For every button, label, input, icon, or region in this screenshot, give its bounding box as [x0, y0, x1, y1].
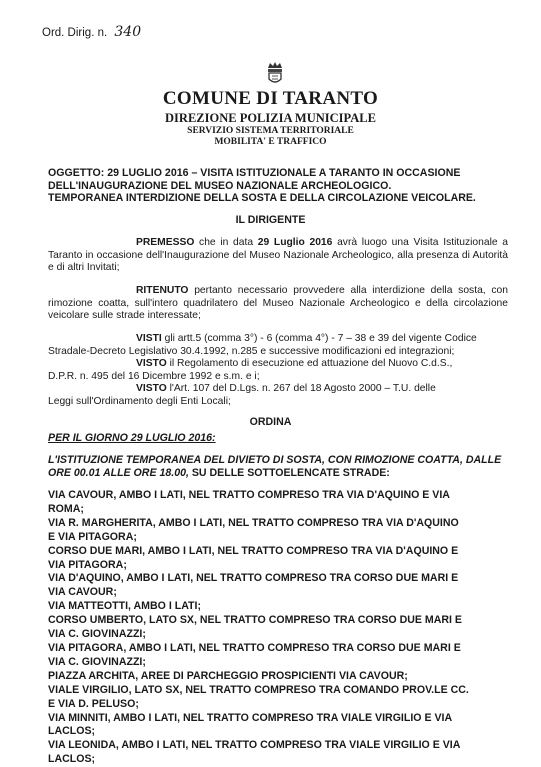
il-dirigente-heading: IL DIRIGENTE	[235, 214, 306, 226]
visti-keyword: VISTI	[136, 333, 162, 344]
ordinance-label: Ord. Dirig. n.	[42, 27, 108, 39]
street-line: VIA C. GIOVINAZZI;	[48, 655, 146, 668]
street-line: CORSO DUE MARI, AMBO I LATI, NEL TRATTO COMPRESO TRA VIA D'AQUINO E	[48, 544, 459, 557]
ritenuto-text: pertanto necessario provvedere alla interdizione della sosta, con rimozione coatta, sull'intero quadrilatero del Museo Nazionale Archeologico e della circolazione veicolare sulle strade interessate;	[48, 285, 508, 322]
city-title: COMUNE DI TARANTO	[162, 88, 379, 109]
street-line: VIA C. GIOVINAZZI;	[48, 628, 146, 641]
visto-keyword: VISTO	[136, 383, 167, 395]
visti-block	[48, 333, 518, 409]
subject-line: DELL'INAUGURAZIONE DEL MUSEO NAZIONALE ARCHEOLOGICO.	[48, 179, 392, 192]
visto-keyword: VISTO	[136, 358, 167, 370]
street-line: VIALE VIRGILIO, LATO SX, NEL TRATTO COMPRESO TRA COMANDO PROV.LE CC.	[48, 683, 469, 696]
visti-line: Leggi sull'Ordinamento degli Enti Locali;	[48, 395, 231, 407]
premesso-date: 29 Luglio 2016	[257, 237, 333, 248]
street-line: VIA PITAGORA;	[48, 558, 127, 571]
city-crest-icon	[264, 60, 286, 86]
ordina-heading: ORDINA	[249, 416, 292, 428]
street-line: E VIA PITAGORA;	[48, 530, 137, 543]
ordinance-number-line	[42, 24, 141, 40]
premesso-text: che in data	[194, 237, 258, 248]
date-heading: PER IL GIORNO 29 LUGLIO 2016:	[48, 432, 216, 444]
visti-line: D.P.R. n. 495 del 16 Dicembre 1992 e s.m. e i;	[48, 370, 260, 382]
street-line: E VIA D. PELUSO;	[48, 697, 139, 710]
ordinance-number: 340	[114, 24, 142, 40]
street-line: VIA D'AQUINO, AMBO I LATI, NEL TRATTO COMPRESO TRA CORSO DUE MARI E	[48, 572, 459, 585]
ritenuto-paragraph	[48, 285, 508, 323]
street-line: VIA LEONIDA, AMBO I LATI, NEL TRATTO COMPRESO TRA VIALE VIRGILIO E VIA	[48, 739, 461, 752]
visti-line: Stradale-Decreto Legislativo 30.4.1992, n.285 e successive modificazioni ed integrazioni;	[48, 345, 455, 357]
street-line: VIA PITAGORA, AMBO I LATI, NEL TRATTO COMPRESO TRA CORSO DUE MARI E	[48, 641, 461, 654]
subject-line: OGGETTO: 29 LUGLIO 2016 – VISITA ISTITUZIONALE A TARANTO IN OCCASIONE	[48, 167, 461, 179]
unit-title: MOBILITA' E TRAFFICO	[214, 137, 327, 147]
subject-block	[48, 167, 508, 205]
visti-line: gli artt.5 (comma 3°) - 6 (comma 4°) - 7 – 38 e 39 del vigente Codice	[161, 333, 477, 344]
visti-line: l'Art. 107 del D.Lgs. n. 267 del 18 Agosto 2000 – T.U. delle	[166, 383, 436, 395]
premesso-keyword: PREMESSO	[136, 237, 195, 248]
street-line: VIA CAVOUR;	[48, 586, 117, 599]
direction-title: DIREZIONE POLIZIA MUNICIPALE	[165, 111, 376, 125]
visti-line: il Regolamento di esecuzione ed attuazione del Nuovo C.d.S.,	[166, 358, 453, 370]
street-line: LACLOS;	[48, 725, 96, 738]
premesso-text-2: avrà luogo una Visita Istituzionale a Taranto in occasione dell'Inaugurazione del Museo Nazionale Archeologico, alla presenza di Autorità e di altri Invitati;	[48, 237, 508, 274]
street-line: VIA R. MARGHERITA, AMBO I LATI, NEL TRATTO COMPRESO TRA VIA D'AQUINO	[48, 516, 459, 529]
subject-line: TEMPORANEA INTERDIZIONE DELLA SOSTA E DELLA CIRCOLAZIONE VEICOLARE.	[48, 192, 476, 204]
street-line: ROMA;	[48, 502, 84, 515]
street-line: VIA MATTEOTTI, AMBO I LATI;	[48, 600, 201, 613]
parking-ban-normal: SU DELLE SOTTOELENCATE STRADE:	[188, 466, 390, 479]
parking-ban-statement	[48, 454, 508, 479]
street-list	[48, 489, 508, 767]
ritenuto-keyword: RITENUTO	[136, 285, 189, 296]
street-line: LACLOS;	[48, 753, 96, 766]
street-line: VIA CAVOUR, AMBO I LATI, NEL TRATTO COMPRESO TRA VIA D'AQUINO E VIA	[48, 489, 450, 501]
street-line: VIA MINNITI, AMBO I LATI, NEL TRATTO COMPRESO TRA VIALE VIRGILIO E VIA	[48, 711, 453, 724]
street-line: PIAZZA ARCHITA, AREE DI PARCHEGGIO PROSPICIENTI VIA CAVOUR;	[48, 669, 408, 682]
service-title: SERVIZIO SISTEMA TERRITORIALE	[187, 126, 354, 136]
premesso-paragraph	[48, 237, 508, 275]
street-line: CORSO UMBERTO, LATO SX, NEL TRATTO COMPRESO TRA CORSO DUE MARI E	[48, 614, 462, 627]
parking-ban-italic: L'ISTITUZIONE TEMPORANEA DEL DIVIETO DI SOSTA, CON RIMOZIONE COATTA, DALLE ORE 00.01 ALLE ORE 18.00,	[48, 454, 502, 479]
